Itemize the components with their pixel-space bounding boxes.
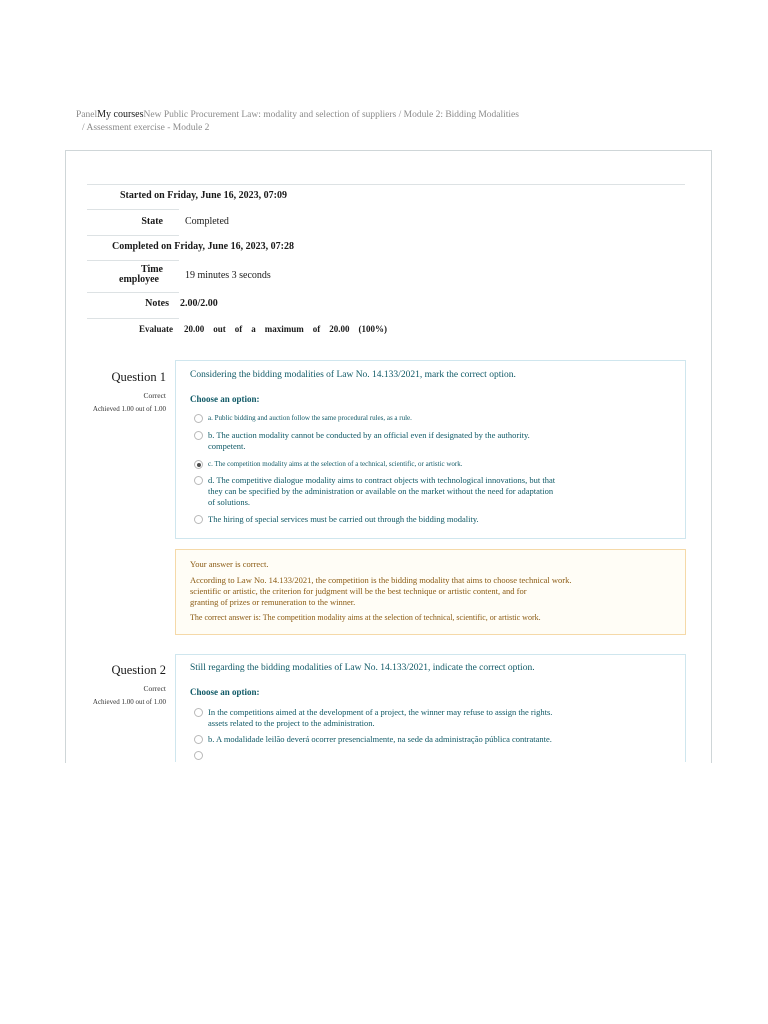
time-value: 19 minutes 3 seconds xyxy=(185,270,271,281)
option-text: b. The auction modality cannot be conducted by an official even if designated by the authority. xyxy=(208,430,530,440)
answer-option-b[interactable] xyxy=(194,430,594,452)
answer-option-a[interactable] xyxy=(194,707,614,729)
state-value: Completed xyxy=(185,216,229,227)
radio-button[interactable] xyxy=(194,735,203,744)
question-text: Considering the bidding modalities of Law No. 14.133/2021, mark the correct option. xyxy=(190,370,516,380)
option-text-continued: competent. xyxy=(208,441,246,451)
option-text-continued: of solutions. xyxy=(208,497,251,507)
question-title: Question 1 xyxy=(111,370,166,384)
option-text: d. The competitive dialogue modality aims to contract objects with technological innovations, but that xyxy=(208,475,556,485)
feedback-explanation-line3: granting of prizes or remuneration to the winner. xyxy=(190,597,356,607)
feedback-explanation-line1: According to Law No. 14.133/2021, the competition is the bidding modality that aims to choose technical work. xyxy=(190,575,572,585)
option-text: c. The competition modality aims at the selection of a technical, scientific, or artistic work. xyxy=(208,460,463,468)
evaluate-label: Evaluate xyxy=(138,324,173,334)
breadcrumb xyxy=(76,108,696,135)
question-1-content xyxy=(175,360,686,539)
radio-button[interactable] xyxy=(194,414,203,423)
time-label-line2: employee xyxy=(119,274,159,285)
started-on-label: Started on Friday, June 16, 2023, 07:09 xyxy=(120,190,287,201)
question-grade: Achieved 1.00 out of 1.00 xyxy=(92,698,166,706)
row-divider xyxy=(87,260,179,261)
option-text: a. Public bidding and auction follow the same procedural rules, as a rule. xyxy=(208,414,412,422)
row-divider xyxy=(87,209,179,210)
answer-option-c[interactable] xyxy=(194,459,594,470)
radio-button[interactable] xyxy=(194,751,203,760)
option-text: The hiring of special services must be carried out through the bidding modality. xyxy=(208,514,479,524)
feedback-explanation-line2: scientific or artistic, the criterion for judgment will be the best technique or artistic content, and for xyxy=(190,586,527,596)
summary-divider xyxy=(87,184,685,185)
radio-button[interactable] xyxy=(194,708,203,717)
option-text-continued: assets related to the project to the administration. xyxy=(208,718,375,728)
row-divider xyxy=(87,235,179,236)
answer-option-d[interactable] xyxy=(194,475,594,508)
breadcrumb-panel-link[interactable]: Panel xyxy=(76,110,98,120)
breadcrumb-my-courses-link[interactable]: My courses xyxy=(97,109,144,120)
evaluate-value: 20.00 out of a maximum of 20.00 (100%) xyxy=(184,324,387,334)
feedback-result: Your answer is correct. xyxy=(190,559,269,569)
question-state: Correct xyxy=(143,684,166,693)
question-grade: Achieved 1.00 out of 1.00 xyxy=(92,405,166,413)
radio-button-selected[interactable] xyxy=(194,460,203,469)
choose-option-label: Choose an option: xyxy=(190,394,260,404)
option-text-continued: they can be specified by the administration or available on the market without the need for adaptation xyxy=(208,486,554,496)
feedback-correct-answer: The correct answer is: The competition modality aims at the selection of technical, scientific, or artistic work. xyxy=(190,613,541,622)
time-label-line1: Time xyxy=(140,264,163,275)
question-1-info xyxy=(90,370,166,413)
option-text: b. A modalidade leilão deverá ocorrer presencialmente, na sede da administração pública contratante. xyxy=(208,734,552,744)
question-text: Still regarding the bidding modalities of Law No. 14.133/2021, indicate the correct option. xyxy=(190,663,535,673)
question-1-feedback xyxy=(175,549,686,635)
row-divider xyxy=(87,292,179,293)
question-2-content xyxy=(175,654,686,762)
radio-button[interactable] xyxy=(194,431,203,440)
option-text: In the competitions aimed at the development of a project, the winner may refuse to assign the rights. xyxy=(208,707,553,717)
breadcrumb-current-page: / Assessment exercise - Module 2 xyxy=(82,123,210,133)
breadcrumb-module-link[interactable]: / Module 2: Bidding Modalities xyxy=(398,110,519,120)
question-2-info xyxy=(90,663,166,706)
radio-button[interactable] xyxy=(194,476,203,485)
answer-option-a[interactable] xyxy=(194,413,594,424)
answer-option-e[interactable] xyxy=(194,514,594,525)
notes-label: Notes xyxy=(145,298,169,309)
question-title: Question 2 xyxy=(111,663,166,677)
completed-on-label: Completed on Friday, June 16, 2023, 07:28 xyxy=(112,241,294,252)
notes-value: 2.00/2.00 xyxy=(180,298,218,309)
choose-option-label: Choose an option: xyxy=(190,687,260,697)
radio-button[interactable] xyxy=(194,515,203,524)
state-label: State xyxy=(141,216,163,227)
row-divider xyxy=(87,318,179,319)
question-state: Correct xyxy=(143,391,166,400)
breadcrumb-course-link[interactable]: New Public Procurement Law: modality and selection of suppliers xyxy=(143,110,397,120)
answer-option-b[interactable] xyxy=(194,734,624,745)
time-employee-label xyxy=(87,265,163,285)
